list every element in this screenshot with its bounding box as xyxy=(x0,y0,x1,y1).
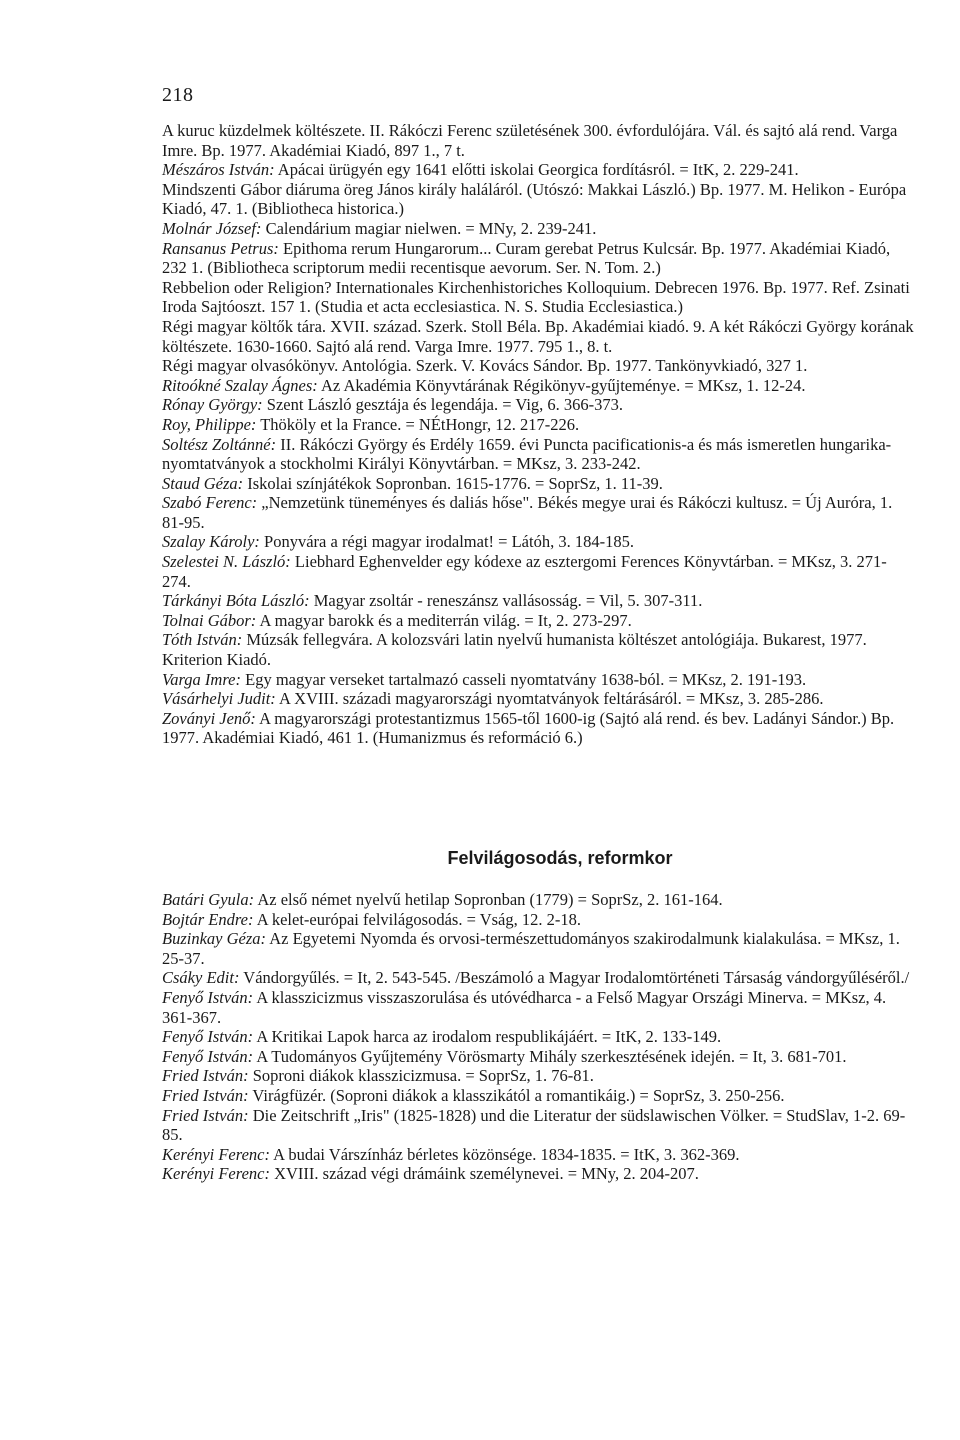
entry-text: Thököly et la France. = NÉtHongr, 12. 217-226. xyxy=(256,414,580,434)
entry-text: A XVIII. századi magyarországi nyomtatványok feltárásáról. = MKsz, 3. 285-286. xyxy=(275,689,824,709)
bibliography-entry xyxy=(162,910,914,930)
entry-author: Kerényi Ferenc: xyxy=(162,1164,270,1184)
entry-text: Ponyvára a régi magyar irodalmat! = Látóh, 3. 184-185. xyxy=(259,532,634,552)
entry-text: Virágfüzér. (Soproni diákok a klasszikától a romantikáig.) = SoprSz, 3. 250-256. xyxy=(248,1085,785,1105)
bibliography-entry xyxy=(162,376,914,396)
bibliography-entry xyxy=(162,591,914,611)
entry-author: Bojtár Endre: xyxy=(162,909,254,929)
section-heading: Felvilágosodás, reformkor xyxy=(447,848,673,868)
entry-author: Szabó Ferenc: xyxy=(162,493,258,513)
bibliography-entry xyxy=(162,988,914,1027)
entry-author: Szelestei N. László: xyxy=(162,552,291,572)
entry-author: Molnár József: xyxy=(162,218,262,238)
bibliography-entry xyxy=(162,415,914,435)
bibliography-entry xyxy=(162,1106,914,1145)
bibliography-entry xyxy=(162,552,914,591)
entry-author: Fenyő István: xyxy=(162,1046,254,1066)
bibliography-entry xyxy=(162,219,914,239)
bibliography-entry xyxy=(162,1066,914,1086)
bibliography-entry xyxy=(162,709,914,748)
entry-author: Kerényi Ferenc: xyxy=(162,1144,270,1164)
entry-author: Varga Imre: xyxy=(162,669,241,689)
entry-text: A Tudományos Gyűjtemény Vörösmarty Mihály szerkesztésének idején. = It, 3. 681-701. xyxy=(253,1046,847,1066)
entry-author: Ransanus Petrus: xyxy=(162,238,279,258)
entry-text: Az Akadémia Könyvtárának Régikönyv-gyűjteménye. = MKsz, 1. 12-24. xyxy=(317,375,806,395)
entry-text: Apácai ürügyén egy 1641 előtti iskolai Georgica fordításról. = ItK, 2. 229-241. xyxy=(274,160,799,180)
entry-text: Az első német nyelvű hetilap Sopronban (1779) = SoprSz, 2. 161-164. xyxy=(254,890,723,909)
bibliography-entry xyxy=(162,278,914,317)
bibliography-entry xyxy=(162,670,914,690)
bibliography-entry xyxy=(162,317,914,356)
bibliography-entry xyxy=(162,968,914,988)
bibliography-entry xyxy=(162,395,914,415)
entry-author: Batári Gyula: xyxy=(162,890,255,909)
entry-text: A budai Várszínház bérletes közönsége. 1834-1835. = ItK, 3. 362-369. xyxy=(269,1144,740,1164)
bibliography-entry xyxy=(162,1027,914,1047)
entry-author: Fenyő István: xyxy=(162,987,254,1007)
entry-text: Régi magyar költők tára. XVII. század. Szerk. Stoll Béla. Bp. Akadémiai kiadó. 9. A két Rákóczi György korának költészete. 1630-1660. Sajtó alá rend. Varga Imre. 1977. 795 1., 8. t. xyxy=(162,316,914,356)
entry-text: Epithoma rerum Hungarorum... Curam gerebat Petrus Kulcsár. Bp. 1977. Akadémiai Kiadó, 232 1. (Bibliotheca scriptorum medii recentisque aevorum. Ser. N. Tom. 2.) xyxy=(162,238,891,278)
bibliography-entry xyxy=(162,180,914,219)
entry-author: Tolnai Gábor: xyxy=(162,610,257,630)
entry-author: Ritoókné Szalay Ágnes: xyxy=(162,375,318,395)
entry-text: Egy magyar verseket tartalmazó casseli nyomtatvány 1638-ból. = MKsz, 2. 191-193. xyxy=(240,669,807,689)
entry-author: Fenyő István: xyxy=(162,1027,254,1047)
entry-text: Az Egyetemi Nyomda és orvosi-természettudományos szakirodalmunk kialakulása. = MKsz, 1. 25-37. xyxy=(162,929,900,968)
entry-text: A klasszicizmus visszaszorulása és utóvédharca - a Felső Magyar Országi Minerva. = MKsz, 4. 361-367. xyxy=(162,987,887,1027)
bibliography-entry xyxy=(162,435,914,474)
entry-author: Tóth István: xyxy=(162,630,243,650)
entry-author: Szalay Károly: xyxy=(162,532,260,552)
bibliography-entry xyxy=(162,1047,914,1067)
entry-text: XVIII. század végi drámáink személynevei. = MNy, 2. 204-207. xyxy=(269,1164,699,1184)
bibliography-entry xyxy=(162,929,914,968)
entry-author: Buzinkay Géza: xyxy=(162,929,267,949)
entry-author: Fried István: xyxy=(162,1105,249,1125)
bibliography-entry xyxy=(162,630,914,669)
entry-text: A kuruc küzdelmek költészete. II. Rákóczi Ferenc születésének 300. évfordulójára. Vál. és sajtó alá rend. Varga Imre. Bp. 1977. Akadémiai Kiadó, 897 1., 7 t. xyxy=(162,121,898,160)
bibliography-entry xyxy=(162,689,914,709)
entry-author: Staud Géza: xyxy=(162,473,244,493)
entry-author: Roy, Philippe: xyxy=(162,414,257,434)
entry-author: Fried István: xyxy=(162,1066,249,1086)
entry-text: II. Rákóczi György és Erdély 1659. évi Puncta pacificationis-a és más ismeretlen hungarika-nyomtatványok a stockholmi Királyi Könyvtárban. = MKsz, 3. 233-242. xyxy=(162,434,892,474)
bibliography-entry xyxy=(162,1164,914,1184)
entry-author: Fried István: xyxy=(162,1085,249,1105)
entry-text: Múzsák fellegvára. A kolozsvári latin nyelvű humanista költészet antológiája. Bukarest, 1977. Kriterion Kiadó. xyxy=(162,630,867,670)
entry-text: Mindszenti Gábor diáruma öreg János király haláláról. (Utószó: Makkai László.) Bp. 1977. M. Helikon - Európa Kiadó, 47. 1. (Bibliotheca historica.) xyxy=(162,179,907,219)
entry-author: Csáky Edit: xyxy=(162,968,240,988)
entry-author: Rónay György: xyxy=(162,395,263,415)
entry-author: Soltész Zoltánné: xyxy=(162,434,277,454)
entry-text: Calendárium magiar nielwen. = MNy, 2. 239-241. xyxy=(261,218,597,238)
entry-author: Vásárhelyi Judit: xyxy=(162,689,276,709)
entry-text: Régi magyar olvasókönyv. Antológia. Szerk. V. Kovács Sándor. Bp. 1977. Tankönyvkiadó, 327 1. xyxy=(162,356,808,376)
bibliography-entry xyxy=(162,1086,914,1106)
bibliography-entry xyxy=(162,121,914,160)
entry-text: Soproni diákok klasszicizmusa. = SoprSz, 1. 76-81. xyxy=(248,1066,594,1086)
entry-text: Iskolai színjátékok Sopronban. 1615-1776. = SoprSz, 1. 11-39. xyxy=(243,473,663,493)
bibliography-entry xyxy=(162,1145,914,1165)
bibliography-entry xyxy=(162,474,914,494)
bibliography-section-2 xyxy=(162,890,914,1184)
entry-author: Mészáros István: xyxy=(162,160,275,180)
entry-text: Die Zeitschrift „Iris" (1825-1828) und die Literatur der südslawischen Völker. = StudSlav, 1-2. 69-85. xyxy=(162,1105,906,1145)
bibliography-section-1 xyxy=(162,121,914,748)
entry-text: A magyarországi protestantizmus 1565-től 1600-ig (Sajtó alá rend. és bev. Ladányi Sándor.) Bp. 1977. Akadémiai Kiadó, 461 1. (Humanizmus és reformáció 6.) xyxy=(162,708,895,748)
entry-text: Vándorgyűlés. = It, 2. 543-545. /Beszámoló a Magyar Irodalomtörténeti Társaság vándorgyűléséről./ xyxy=(239,968,910,988)
entry-text: A kelet-európai felvilágosodás. = Vság, 12. 2-18. xyxy=(253,909,581,929)
bibliography-entry xyxy=(162,356,914,376)
entry-author: Zoványi Jenő: xyxy=(162,708,256,728)
bibliography-entry xyxy=(162,160,914,180)
page-number: 218 xyxy=(162,84,194,106)
entry-text: Liebhard Eghenvelder egy kódexe az esztergomi Ferences Könyvtárban. = MKsz, 3. 271-274. xyxy=(162,552,887,591)
entry-text: Magyar zsoltár - reneszánsz vallásosság. = Vil, 5. 307-311. xyxy=(309,591,703,611)
entry-text: A magyar barokk és a mediterrán világ. = It, 2. 273-297. xyxy=(256,610,632,630)
bibliography-entry xyxy=(162,611,914,631)
bibliography-entry xyxy=(162,890,914,910)
bibliography-entry xyxy=(162,493,914,532)
bibliography-entry xyxy=(162,532,914,552)
entry-author: Tárkányi Bóta László: xyxy=(162,591,310,611)
entry-text: A Kritikai Lapok harca az irodalom respublikájáért. = ItK, 2. 133-149. xyxy=(253,1027,722,1047)
entry-text: Szent László gesztája és legendája. = Vig, 6. 366-373. xyxy=(262,395,624,415)
entry-text: „Nemzetünk tüneményes és daliás hőse". Békés megye urai és Rákóczi kultusz. = Új Auróra, 1. 81-95. xyxy=(162,493,893,532)
bibliography-entry xyxy=(162,239,914,278)
entry-text: Rebbelion oder Religion? Internationales Kirchenhistoriches Kolloquium. Debrecen 1976. Bp. 1977. Ref. Zsinati Iroda Sajtóoszt. 157 1. (Studia et acta ecclesiastica. N. S. Studia Ecclesiastica.) xyxy=(162,277,910,317)
